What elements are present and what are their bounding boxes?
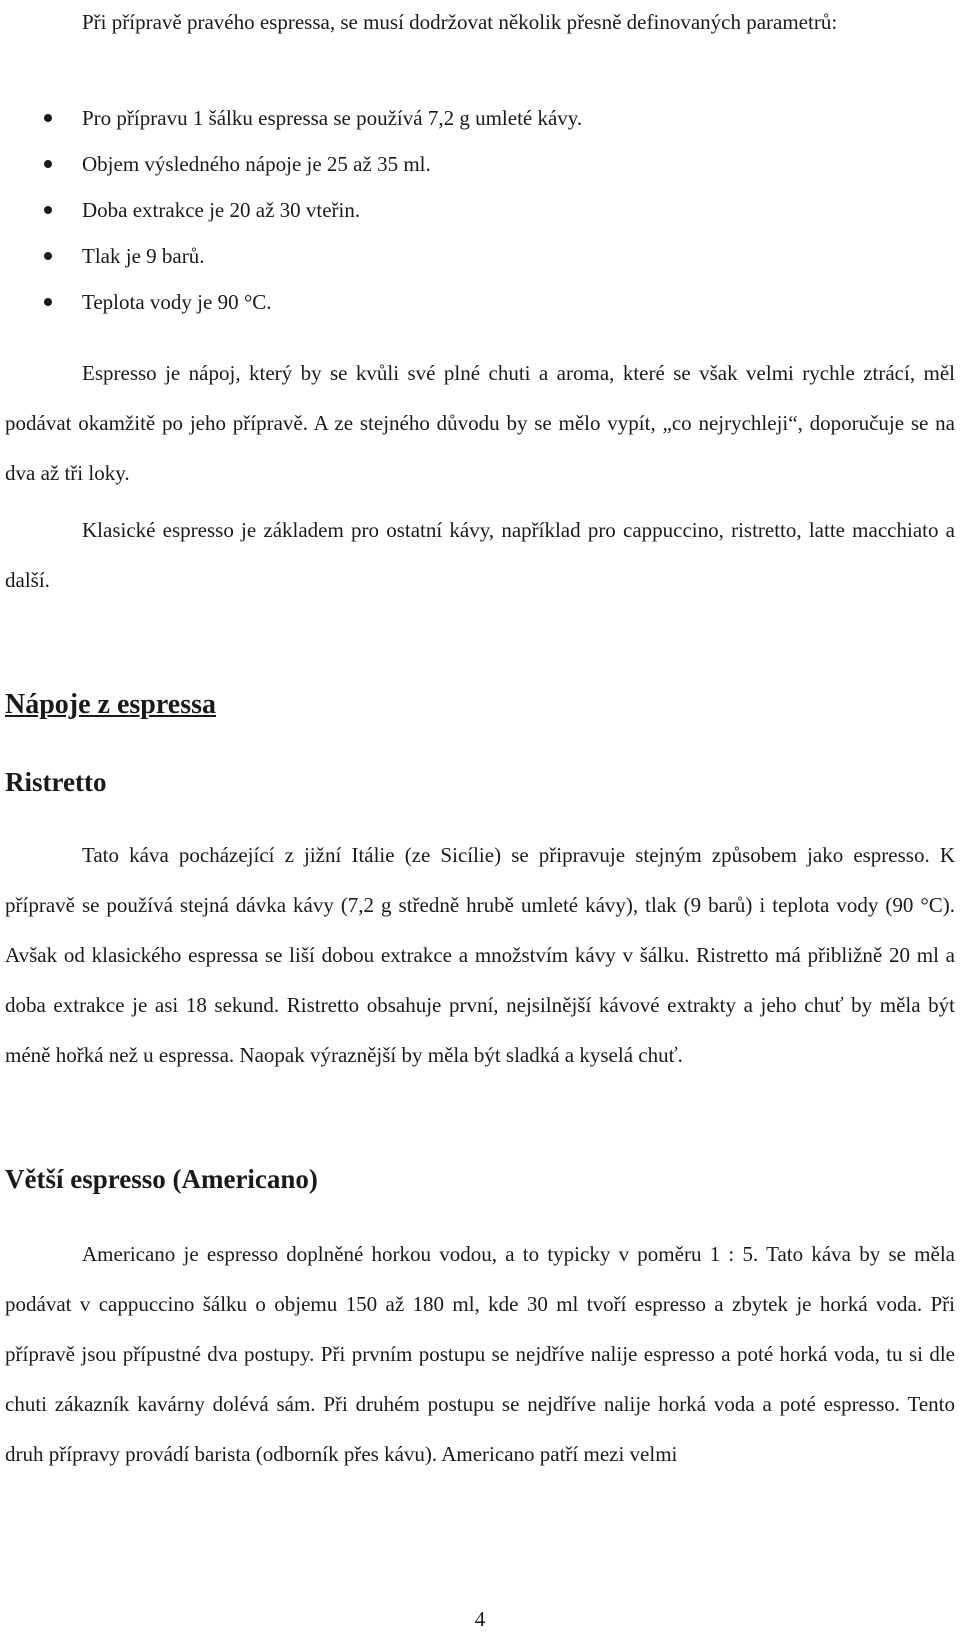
ristretto-heading: Ristretto — [5, 767, 107, 797]
list-item-text: Doba extrakce je 20 až 30 vteřin. — [82, 198, 361, 222]
serving-paragraph: Espresso je nápoj, který by se kvůli své plné chuti a aroma, které se však velmi rychle ztrácí, měl podávat okamžitě po jeho přípravě. A ze stejného důvodu by se mělo vypít, „co nejrychleji“, doporučuje se na dva až tři loky. — [5, 361, 955, 485]
list-item-text: Teplota vody je 90 °C. — [82, 290, 272, 314]
list-item — [0, 279, 950, 325]
list-item — [0, 233, 950, 279]
list-item — [0, 141, 950, 187]
bullet-icon — [44, 160, 52, 168]
ristretto-paragraph: Tato káva pocházející z jižní Itálie (ze Sicílie) se připravuje stejným způsobem jako espresso. K přípravě se používá stejná dávka kávy (7,2 g středně hrubě umleté kávy), tlak (9 barů) i teplota vody (90 °C). Avšak od klasického espressa se liší dobou extrakce a množstvím kávy v šálku. Ristretto má přibližně 20 ml a doba extrakce je asi 18 sekund. Ristretto obsahuje první, nejsilnější kávové extrakty a jeho chuť by měla být méně hořká než u espressa. Naopak výraznější by měla být sladká a kyselá chuť. — [5, 843, 955, 1067]
bullet-icon — [44, 206, 52, 214]
americano-heading: Větší espresso (Americano) — [5, 1164, 318, 1194]
list-item — [0, 187, 950, 233]
bullet-icon — [44, 114, 52, 122]
list-item-text: Tlak je 9 barů. — [82, 244, 205, 268]
list-item-text: Objem výsledného nápoje je 25 až 35 ml. — [82, 152, 431, 176]
parameter-list — [0, 95, 950, 325]
intro-paragraph: Při přípravě pravého espressa, se musí dodržovat několik přesně definovaných parametrů: — [82, 10, 838, 34]
bullet-icon — [44, 298, 52, 306]
list-item — [0, 95, 950, 141]
page-number: 4 — [474, 1607, 486, 1631]
base-paragraph: Klasické espresso je základem pro ostatní kávy, například pro cappuccino, ristretto, latte macchiato a další. — [5, 518, 955, 592]
list-item-text: Pro přípravu 1 šálku espressa se používá 7,2 g umleté kávy. — [82, 106, 583, 130]
americano-paragraph: Americano je espresso doplněné horkou vodou, a to typicky v poměru 1 : 5. Tato káva by se měla podávat v cappuccino šálku o objemu 150 až 180 ml, kde 30 ml tvoří espresso a zbytek je horká voda. Při přípravě jsou přípustné dva postupy. Při prvním postupu se nejdříve nalije espresso a poté horká voda, tu si dle chuti zákazník kavárny dolévá sám. Při druhém postupu se nejdříve nalije horká voda a poté espresso. Tento druh přípravy provádí barista (odborník přes kávu). Americano patří mezi velmi — [5, 1242, 955, 1466]
section-heading: Nápoje z espressa — [5, 689, 217, 720]
bullet-icon — [44, 252, 52, 260]
